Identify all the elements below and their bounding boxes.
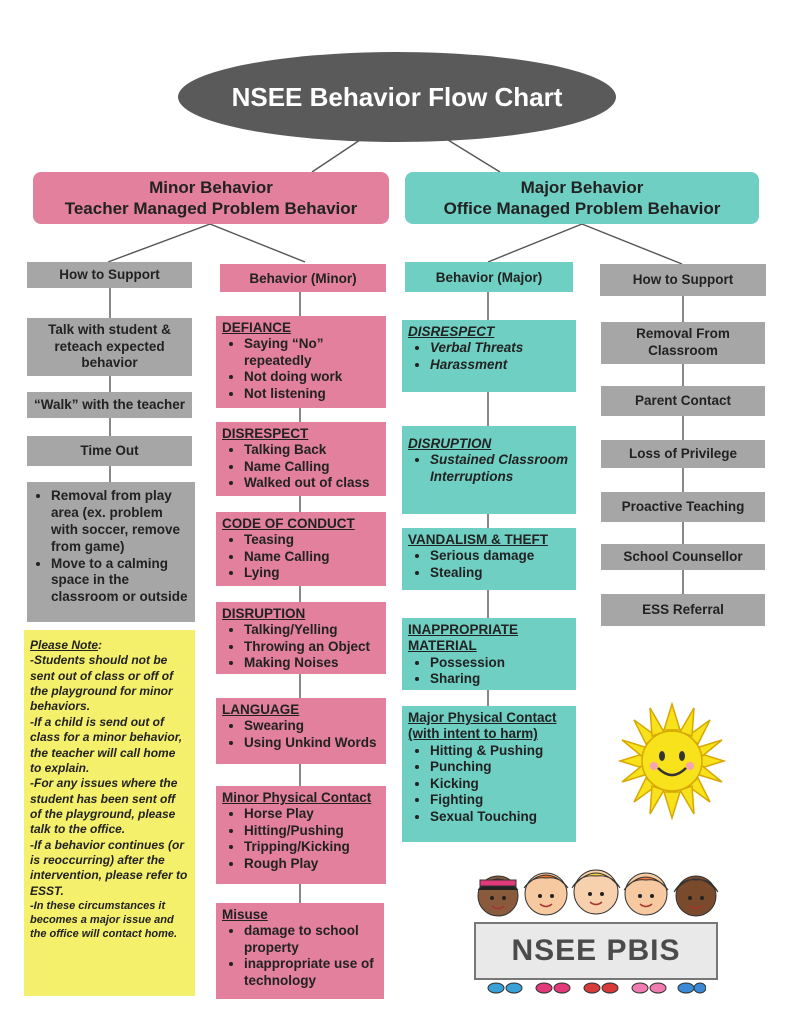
minor-category-language bbox=[216, 698, 386, 764]
minor-category-physical-contact bbox=[216, 786, 386, 884]
list-item: • Not doing work bbox=[244, 369, 386, 385]
category-heading: DISRUPTION bbox=[222, 606, 306, 621]
list-item: • Stealing bbox=[430, 565, 576, 581]
list-item: • Serious damage bbox=[430, 548, 576, 564]
note-heading-colon: : bbox=[98, 638, 103, 652]
list-item: • damage to school property bbox=[244, 923, 384, 956]
minor-behavior-heading bbox=[33, 172, 389, 224]
category-heading: Misuse bbox=[222, 907, 268, 922]
category-heading: CODE OF CONDUCT bbox=[222, 516, 355, 531]
step-line: reteach expected bbox=[54, 338, 165, 354]
minor-heading-line2: Teacher Managed Problem Behavior bbox=[64, 199, 358, 218]
minor-heading-line1: Minor Behavior bbox=[149, 177, 273, 197]
kids-feet-icon bbox=[486, 980, 706, 996]
list-item: • Sustained Classroom Interruptions bbox=[430, 452, 576, 485]
major-support-step: Loss of Privilege bbox=[601, 440, 765, 468]
list-item: • Hitting & Pushing bbox=[430, 743, 576, 759]
note-line: -In these circumstances it becomes a major issue and the office will contact home. bbox=[30, 900, 178, 941]
major-category-physical-contact bbox=[402, 706, 576, 842]
please-note-box bbox=[24, 630, 195, 996]
note-line: -Students should not be sent out of class or off of the playground for minor behaviors. bbox=[30, 653, 174, 714]
category-heading: Minor Physical Contact bbox=[222, 790, 372, 805]
list-item: • Punching bbox=[430, 759, 576, 775]
major-category-vandalism bbox=[402, 528, 576, 590]
major-heading-line2: Office Managed Problem Behavior bbox=[443, 199, 721, 218]
major-support-label: How to Support bbox=[600, 264, 766, 296]
list-item: • Kicking bbox=[430, 776, 576, 792]
list-item: • Harassment bbox=[430, 357, 576, 373]
chart-title: NSEE Behavior Flow Chart bbox=[178, 52, 616, 142]
list-item: • Name Calling bbox=[244, 549, 386, 565]
step-line: Talk with student & bbox=[48, 321, 171, 337]
kids-illustration-icon bbox=[474, 858, 724, 928]
minor-support-label: How to Support bbox=[27, 262, 192, 288]
list-item: • Saying “No” repeatedly bbox=[244, 336, 386, 369]
category-subheading: (with intent to harm) bbox=[408, 726, 538, 742]
step-line: behavior bbox=[81, 355, 138, 371]
note-heading: Please Note bbox=[30, 638, 99, 652]
minor-support-step bbox=[27, 318, 192, 376]
minor-category-misuse bbox=[216, 903, 384, 999]
major-category-disrespect bbox=[402, 320, 576, 392]
major-support-step: Removal From Classroom bbox=[601, 322, 765, 364]
list-item: • Removal from play area (ex. problem with soccer, remove from game) bbox=[51, 488, 191, 556]
list-item: • Swearing bbox=[244, 718, 386, 734]
list-item: • Sexual Touching bbox=[430, 809, 576, 825]
major-category-disruption bbox=[402, 426, 576, 514]
major-behavior-label: Behavior (Major) bbox=[405, 262, 573, 292]
minor-support-step bbox=[27, 392, 192, 418]
note-heading-wrap bbox=[30, 638, 102, 652]
minor-behavior-label: Behavior (Minor) bbox=[220, 264, 386, 292]
major-heading-line1: Major Behavior bbox=[520, 177, 644, 197]
step-line: “Walk” with the teacher bbox=[33, 396, 186, 412]
list-item: • Horse Play bbox=[244, 806, 386, 822]
note-line: -If a behavior continues (or is reoccurring) after the intervention, please refer to ESST. bbox=[30, 837, 188, 898]
major-behavior-heading bbox=[405, 172, 759, 224]
minor-category-defiance bbox=[216, 316, 386, 408]
major-support-step: Proactive Teaching bbox=[601, 492, 765, 522]
category-heading: DISRESPECT bbox=[408, 324, 495, 339]
major-support-step: ESS Referral bbox=[601, 594, 765, 626]
list-item: • Making Noises bbox=[244, 655, 386, 671]
note-line: -For any issues where the student has been sent off of the playground, please talk to the office. bbox=[30, 776, 178, 837]
category-heading: DISRUPTION bbox=[408, 436, 492, 451]
list-item: • Name Calling bbox=[244, 459, 386, 475]
list-item: • Not listening bbox=[244, 386, 386, 402]
step-line: Time Out bbox=[80, 442, 139, 458]
list-item: • Verbal Threats bbox=[430, 340, 576, 356]
sun-icon bbox=[618, 702, 726, 820]
list-item: • Tripping/Kicking bbox=[244, 839, 386, 855]
minor-category-code-of-conduct bbox=[216, 512, 386, 586]
list-item: • Hitting/Pushing bbox=[244, 823, 386, 839]
major-category-inappropriate-material bbox=[402, 618, 576, 690]
list-item: • Fighting bbox=[430, 792, 576, 808]
list-item: • Move to a calming space in the classroom or outside bbox=[51, 556, 191, 607]
list-item: • Teasing bbox=[244, 532, 386, 548]
minor-support-list bbox=[27, 482, 195, 622]
category-heading: INAPPROPRIATE MATERIAL bbox=[408, 622, 519, 654]
list-item: • Walked out of class bbox=[244, 475, 386, 491]
list-item: • Talking Back bbox=[244, 442, 386, 458]
category-heading: DEFIANCE bbox=[222, 320, 292, 335]
list-item: • inappropriate use of technology bbox=[244, 956, 384, 989]
category-heading: LANGUAGE bbox=[222, 702, 300, 717]
major-support-step: Parent Contact bbox=[601, 386, 765, 416]
category-heading: DISRESPECT bbox=[222, 426, 309, 441]
list-item: • Sharing bbox=[430, 671, 576, 687]
list-item: • Using Unkind Words bbox=[244, 735, 386, 751]
list-item: • Throwing an Object bbox=[244, 639, 386, 655]
pbis-banner: NSEE PBIS bbox=[474, 922, 718, 980]
category-heading: Major Physical Contact bbox=[408, 710, 557, 725]
list-item: • Lying bbox=[244, 565, 386, 581]
list-item: • Possession bbox=[430, 655, 576, 671]
minor-support-step bbox=[27, 436, 192, 466]
minor-category-disrespect bbox=[216, 422, 386, 496]
note-line: -If a child is send out of class for a minor behavior, the teacher will call home to explain. bbox=[30, 714, 183, 775]
list-item: • Rough Play bbox=[244, 856, 386, 872]
minor-category-disruption bbox=[216, 602, 386, 674]
major-support-step: School Counsellor bbox=[601, 544, 765, 570]
category-heading: VANDALISM & THEFT bbox=[408, 532, 548, 547]
list-item: • Talking/Yelling bbox=[244, 622, 386, 638]
